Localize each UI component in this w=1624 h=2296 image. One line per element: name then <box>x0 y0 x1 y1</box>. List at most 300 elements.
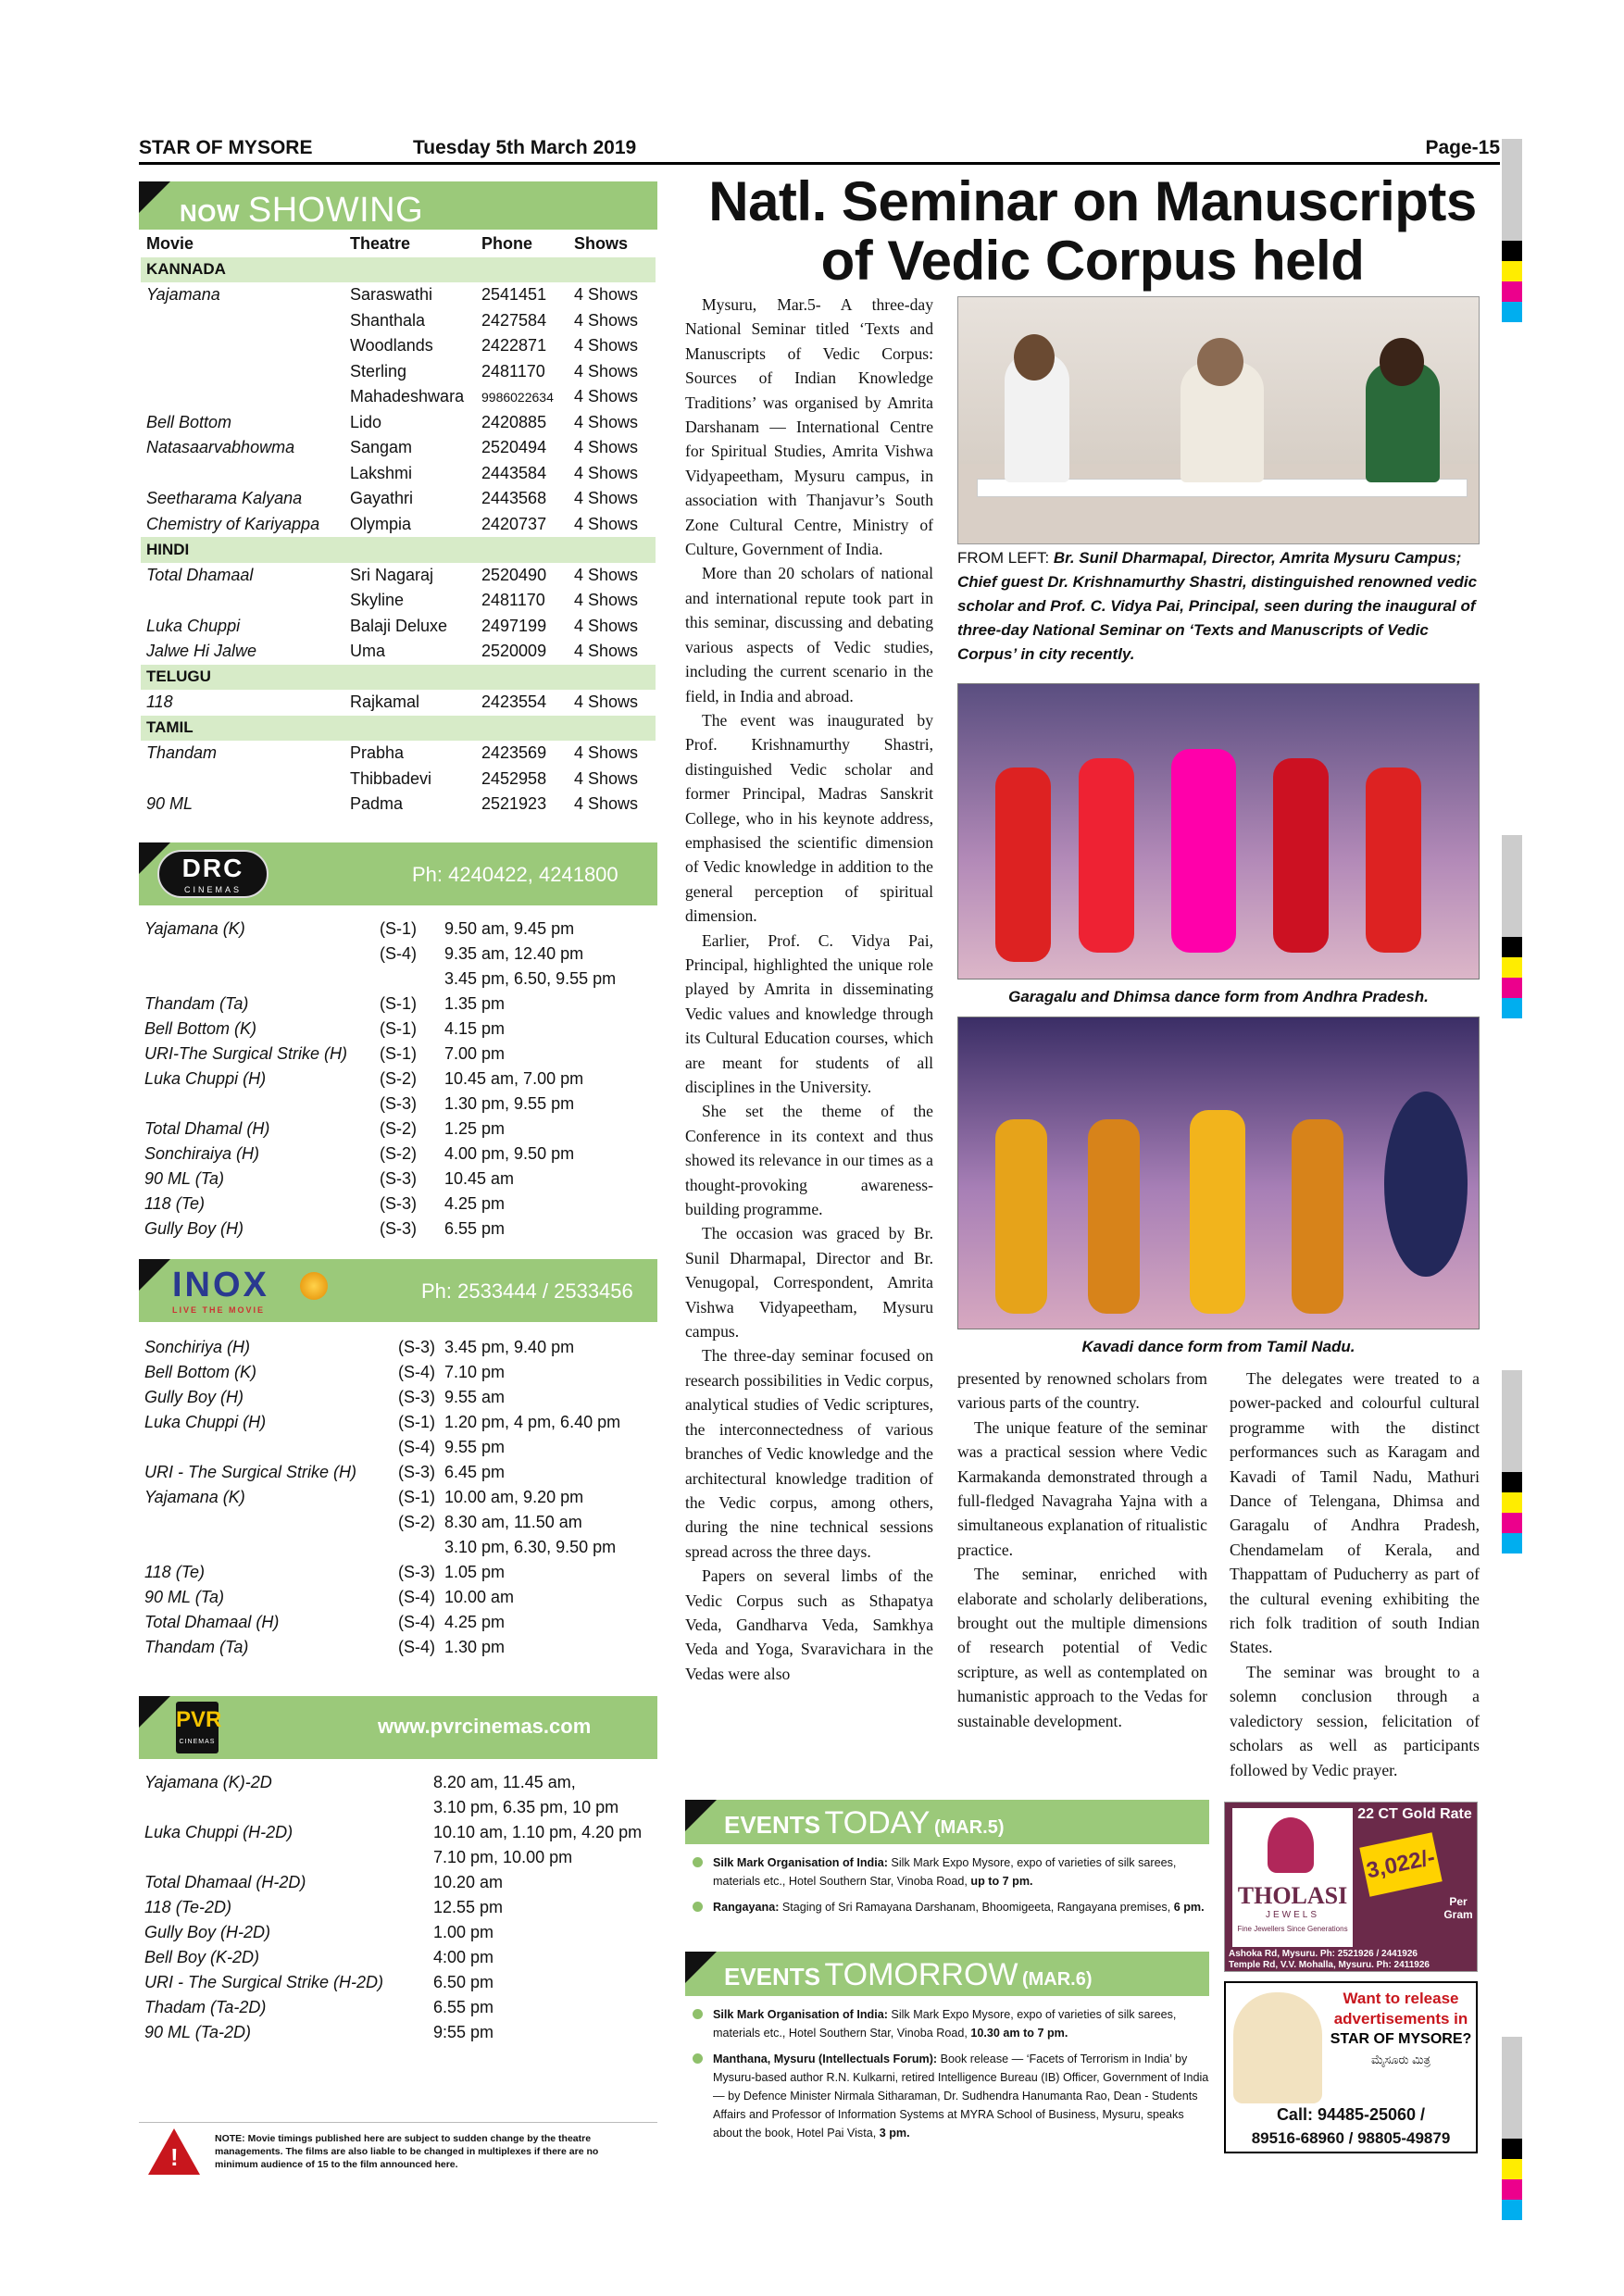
article-column-3 <box>1230 1366 1480 1782</box>
show-count: 4 Shows <box>574 693 639 712</box>
schedule-row <box>139 1092 657 1117</box>
photo-inaugural <box>957 296 1480 544</box>
movie-name: URI-The Surgical Strike (H) <box>144 1044 348 1063</box>
drc-logo: DRC CINEMAS <box>157 850 269 898</box>
ad-tholasi-jewels[interactable]: THOLASI JEWELS Fine Jewellers Since Generations 22 CT Gold Rate 3,022/- Per Gram Ashoka Rd, Mysuru. Ph: 2521926 / 2441926 Temple Rd, V.V. Mohalla, Mysuru. Ph: 2411926 <box>1224 1802 1478 1972</box>
table-row <box>141 461 656 487</box>
article-paragraph: The three-day seminar focused on research possibilities in Vedic corpus, analytical studies of Vedic scriptures, the interconnectedness of various branches of Vedic knowledge and the architectural knowledge tradition of the Vedic corpus, among others, during the nine technical sessions spread across the three days. <box>685 1346 933 1561</box>
show-times: 10.20 am <box>433 1873 504 1891</box>
language-label: HINDI <box>141 537 656 563</box>
movie-name: 118 (Te-2D) <box>144 1898 232 1916</box>
event-organiser: Manthana, Mysuru (Intellectuals Forum): <box>713 2053 938 2065</box>
masthead <box>139 137 1500 165</box>
schedule-row <box>139 1770 657 1795</box>
show-times: 7.00 pm <box>444 1044 506 1063</box>
theatre-name: Olympia <box>350 514 412 533</box>
theatre-name: Uma <box>350 642 386 661</box>
schedule-row <box>139 1117 657 1142</box>
movie-name: Natasaarvabhowma <box>146 438 295 457</box>
column-header: Phone <box>476 231 568 257</box>
movie-name: Thadam (Ta-2D) <box>144 1998 267 2016</box>
language-label: TAMIL <box>141 716 656 742</box>
show-times: 8.20 am, 11.45 am, <box>433 1773 576 1791</box>
movie-name: Luka Chuppi (H) <box>144 1413 267 1431</box>
movie-name: Luka Chuppi <box>146 616 241 635</box>
language-row <box>141 716 656 742</box>
screen-number: (S-1) <box>380 919 417 938</box>
schedule-row <box>139 2020 657 2045</box>
screen-number: (S-3) <box>380 1094 417 1113</box>
schedule-row <box>139 1610 657 1635</box>
event-item <box>685 1853 1209 1890</box>
theatre-name: Sri Nagaraj <box>350 565 434 584</box>
inox-header <box>139 1259 657 1322</box>
show-count: 4 Shows <box>574 514 639 533</box>
screen-number: (S-2) <box>380 1069 417 1088</box>
now-showing-table <box>141 231 656 817</box>
movie-name: Yajamana (K) <box>144 919 245 938</box>
table-row <box>141 359 656 385</box>
show-times: 10.00 am, 9.20 pm <box>444 1488 584 1506</box>
show-count: 4 Shows <box>574 285 639 305</box>
show-count: 4 Shows <box>574 743 639 763</box>
show-times: 4:00 pm <box>433 1948 494 1966</box>
schedule-row <box>139 1067 657 1092</box>
schedule-row <box>139 1845 657 1870</box>
show-times: 9.35 am, 12.40 pm <box>444 944 584 963</box>
movie-name: Gully Boy (H-2D) <box>144 1923 271 1941</box>
movie-name: Gully Boy (H) <box>144 1388 244 1406</box>
screen-number: (S-4) <box>398 1638 435 1656</box>
corner-flag-icon <box>685 1800 717 1831</box>
theatre-phone: 2520494 <box>481 438 547 457</box>
show-times: 9:55 pm <box>433 2023 494 2041</box>
show-times: 10.00 am <box>444 1588 515 1606</box>
caption-garagalu: Garagalu and Dhimsa dance form from Andhra Pradesh. <box>1008 988 1429 1005</box>
corner-flag-icon <box>139 1259 170 1291</box>
show-count: 4 Shows <box>574 463 639 482</box>
table-row <box>141 333 656 359</box>
movie-name <box>139 1435 398 1460</box>
show-times: 1.35 pm <box>444 994 506 1013</box>
screen-number: (S-3) <box>398 1563 435 1581</box>
screen-number: (S-2) <box>380 1144 417 1163</box>
theatre-phone: 2521923 <box>481 794 547 814</box>
show-times: 1.20 pm, 4 pm, 6.40 pm <box>444 1413 621 1431</box>
language-label: KANNADA <box>141 257 656 283</box>
movie-name: Sonchiriya (H) <box>144 1338 251 1356</box>
show-times: 7.10 pm <box>444 1363 506 1381</box>
table-header-row <box>141 231 656 257</box>
screen-number <box>380 967 444 992</box>
theatre-name: Skyline <box>350 591 405 610</box>
schedule-row <box>139 1795 657 1820</box>
show-times: 6.55 pm <box>433 1998 494 2016</box>
article-column-1 <box>685 293 933 1686</box>
theatre-name: Shanthala <box>350 310 426 330</box>
show-times: 1.05 pm <box>444 1563 506 1581</box>
language-row <box>141 537 656 563</box>
article-paragraph: presented by renowned scholars from various parts of the country. <box>957 1369 1207 1413</box>
movie-name: Bell Bottom <box>146 412 232 431</box>
movie-name <box>141 359 344 385</box>
table-row <box>141 690 656 716</box>
show-count: 4 Shows <box>574 336 639 356</box>
schedule-row <box>139 1510 657 1535</box>
movie-name: Thandam (Ta) <box>144 994 249 1013</box>
table-row <box>141 512 656 538</box>
inox-phone: Ph: 2533444 / 2533456 <box>421 1279 633 1303</box>
language-label: TELUGU <box>141 665 656 691</box>
table-row <box>141 792 656 817</box>
mascot-icon <box>1233 1992 1322 2103</box>
caption-kavadi: Kavadi dance form from Tamil Nadu. <box>1081 1338 1355 1355</box>
table-row <box>141 486 656 512</box>
show-times: 6.50 pm <box>433 1973 494 1991</box>
schedule-row <box>139 1460 657 1485</box>
movie-name <box>141 767 344 792</box>
events-tomorrow-title: EVENTS TOMORROW (MAR.6) <box>724 1957 1093 1992</box>
theatre-phone: 2423554 <box>481 693 547 712</box>
screen-number: (S-1) <box>380 1019 417 1038</box>
photo-kavadi-dance <box>957 1017 1480 1329</box>
event-time: 6 pm. <box>1173 1901 1205 1914</box>
movie-name: Yajamana <box>146 285 220 305</box>
movie-name: 118 <box>146 693 173 712</box>
print-registration-bar <box>1502 835 1522 1018</box>
screen-number: (S-2) <box>380 1119 417 1138</box>
show-times: 10.10 am, 1.10 pm, 4.20 pm <box>433 1823 643 1841</box>
show-count: 4 Shows <box>574 412 639 431</box>
table-row <box>141 614 656 640</box>
movie-name: Yajamana (K) <box>144 1488 245 1506</box>
show-times: 10.45 am <box>444 1169 515 1188</box>
schedule-row <box>139 1635 657 1660</box>
show-times: 6.45 pm <box>444 1463 506 1481</box>
show-times: 4.25 pm <box>444 1613 506 1631</box>
table-row <box>141 410 656 436</box>
events-tomorrow-list <box>685 2005 1209 2150</box>
theatre-phone: 2481170 <box>481 361 545 381</box>
show-times: 3.45 pm, 6.50, 9.55 pm <box>444 969 617 988</box>
show-times: 1.30 pm <box>444 1638 506 1656</box>
movie-name: Thandam <box>146 743 218 763</box>
show-times: 3.45 pm, 9.40 pm <box>444 1338 575 1356</box>
show-times: 6.55 pm <box>444 1219 506 1238</box>
corner-flag-icon <box>139 1696 170 1728</box>
tholasi-logo: THOLASI JEWELS Fine Jewellers Since Generations <box>1232 1808 1353 1947</box>
movie-name: Luka Chuppi (H-2D) <box>144 1823 294 1841</box>
column-header: Theatre <box>344 231 476 257</box>
corner-flag-icon <box>685 1952 717 1983</box>
show-times: 4.00 pm, 9.50 pm <box>444 1144 575 1163</box>
show-times: 12.55 pm <box>433 1898 504 1916</box>
schedule-row <box>139 1385 657 1410</box>
schedule-row <box>139 1017 657 1042</box>
schedule-row <box>139 1410 657 1435</box>
show-count: 4 Shows <box>574 642 639 661</box>
pvr-website[interactable]: www.pvrcinemas.com <box>378 1715 592 1738</box>
movie-name: Chemistry of Kariyappa <box>146 514 320 533</box>
show-count: 4 Shows <box>574 438 639 457</box>
schedule-row <box>139 992 657 1017</box>
theatre-name: Lakshmi <box>350 463 413 482</box>
movie-name <box>141 333 344 359</box>
events-tomorrow-header <box>685 1952 1209 1996</box>
theatre-phone: 2443568 <box>481 489 547 508</box>
article-paragraph: The delegates were treated to a power-packed and colourful cultural programme with the distinct performances such as Karagam and Kavadi of Tamil Nadu, Mathuri Dance of Telengana, Dhimsa and Garagalu of Andhra Pradesh, Chendamelam of Kerala, and Thappattam of Puducherry as part of the cultural evening exhibiting the rich folk tradition of south Indian States. <box>1230 1369 1480 1657</box>
show-times: 8.30 am, 11.50 am <box>444 1513 582 1531</box>
table-row <box>141 741 656 767</box>
theatre-name: Prabha <box>350 743 405 763</box>
schedule-row <box>139 1192 657 1217</box>
movie-name: Bell Bottom (K) <box>144 1363 257 1381</box>
movie-name: Yajamana (K)-2D <box>144 1773 272 1791</box>
pvr-schedule <box>139 1770 657 2045</box>
theatre-name: Rajkamal <box>350 693 420 712</box>
print-registration-bar <box>1502 2037 1522 2220</box>
event-time: 3 pm. <box>879 2127 910 2140</box>
screen-number: (S-3) <box>398 1388 435 1406</box>
theatre-phone: 2520490 <box>481 565 547 584</box>
schedule-row <box>139 1895 657 1920</box>
theatre-phone: 2541451 <box>481 285 547 305</box>
article-paragraph: Papers on several limbs of the Vedic Corpus such as Sthapatya Veda, Gandharva Veda, Samkhya Veda and Yoga, Svaravichara in the Vedas were also <box>685 1566 933 1683</box>
article-paragraph: Earlier, Prof. C. Vidya Pai, Principal, highlighted the unique role played by Amrita in disseminating Vedic values and knowledge through its Cultural Education courses, which are meant for students of all disciplines in the University. <box>685 930 933 1096</box>
movie-name: Total Dhamaal (H-2D) <box>144 1873 306 1891</box>
event-organiser: Silk Mark Organisation of India: <box>713 2008 888 2021</box>
column-header: Movie <box>141 231 344 257</box>
event-details: Silk Mark Expo Mysore, expo of varieties of silk sarees, materials etc., Hotel Southern Star, Vinoba Road, <box>713 2008 1177 2040</box>
drc-header <box>139 842 657 905</box>
movie-name: Total Dhamal (H) <box>144 1119 270 1138</box>
theatre-phone: 2481170 <box>481 591 545 610</box>
show-times: 7.10 pm, 10.00 pm <box>433 1848 573 1866</box>
now-showing-title: NOW SHOWING <box>180 191 424 230</box>
events-today-header <box>685 1800 1209 1844</box>
language-row <box>141 665 656 691</box>
schedule-row <box>139 1970 657 1995</box>
screen-number: (S-1) <box>398 1488 435 1506</box>
schedule-row <box>139 1585 657 1610</box>
table-row <box>141 563 656 589</box>
movie-name: Jalwe Hi Jalwe <box>146 642 257 661</box>
movie-name: 90 ML (Ta-2D) <box>144 2023 252 2041</box>
event-item <box>685 2005 1209 2042</box>
theatre-phone: 2423569 <box>481 743 547 763</box>
movie-name <box>141 308 344 334</box>
movie-name <box>141 384 344 410</box>
inox-schedule <box>139 1335 657 1660</box>
theatre-name: Gayathri <box>350 489 414 508</box>
article-paragraph: The occasion was graced by Br. Sunil Dharmapal, Director and Br. Venugopal, Correspondent, Amrita Vishwa Vidyapeetham, Mysuru campus. <box>685 1224 933 1341</box>
schedule-row <box>139 1560 657 1585</box>
movie-name: Seetharama Kalyana <box>146 489 303 508</box>
show-times: 4.25 pm <box>444 1194 506 1213</box>
article-paragraph: The unique feature of the seminar was a practical session where Vedic Karmakanda demonstrated through a full-fledged Navagraha Yajna with a simultaneous explanation of ritualistic practice. <box>957 1417 1207 1559</box>
drc-schedule <box>139 917 657 1242</box>
event-time: 10.30 am to 7 pm. <box>970 2027 1068 2040</box>
article-headline: Natl. Seminar on Manuscripts of Vedic Corpus held <box>708 170 1477 292</box>
movie-name: Total Dhamaal (H) <box>144 1613 280 1631</box>
show-times: 1.25 pm <box>444 1119 506 1138</box>
drc-phone: Ph: 4240422, 4241800 <box>412 863 618 886</box>
event-organiser: Silk Mark Organisation of India: <box>713 1856 888 1869</box>
movie-name: URI - The Surgical Strike (H) <box>144 1463 357 1481</box>
show-count: 4 Shows <box>574 591 639 610</box>
screen-number: (S-3) <box>380 1194 417 1213</box>
theatre-name: Mahadeshwara <box>350 387 465 406</box>
schedule-row <box>139 1870 657 1895</box>
article-paragraph: More than 20 scholars of national and international repute took part in this seminar, discussing and debating various aspects of Vedic studies, including the current scenario in the field, in India and abroad. <box>685 564 933 705</box>
theatre-name: Sterling <box>350 361 407 381</box>
show-count: 4 Shows <box>574 387 639 406</box>
schedule-row <box>139 1217 657 1242</box>
inox-logo: INOX LIVE THE MOVIE <box>172 1265 320 1316</box>
show-times: 1.30 pm, 9.55 pm <box>444 1094 575 1113</box>
show-times: 10.45 am, 7.00 pm <box>444 1069 584 1088</box>
screen-number: (S-4) <box>398 1363 435 1381</box>
show-times: 9.50 am, 9.45 pm <box>444 919 575 938</box>
theatre-phone: 9986022634 <box>481 389 554 405</box>
table-row <box>141 384 656 410</box>
print-registration-bar <box>1502 1370 1522 1554</box>
timings-note: ! NOTE: Movie timings published here are subject to sudden change by the theatre managements. The films are also liable to be changed in multiplexes if there are no minimum audience of 15 to the film announced here. <box>139 2122 657 2181</box>
corner-flag-icon <box>139 181 170 213</box>
schedule-row <box>139 1995 657 2020</box>
event-time: up to 7 pm. <box>970 1875 1033 1888</box>
movie-name <box>141 588 344 614</box>
show-times: 1.00 pm <box>433 1923 494 1941</box>
schedule-row <box>139 1167 657 1192</box>
schedule-row <box>139 1485 657 1510</box>
movie-name <box>141 461 344 487</box>
note-text: NOTE: Movie timings published here are subject to sudden change by the theatre managements. The films are also liable to be changed in multiplexes if there are no minimum audience of 15 to the film announced here. <box>215 2133 599 2170</box>
movie-name: 90 ML (Ta) <box>144 1169 225 1188</box>
movie-name: 90 ML <box>146 794 194 814</box>
movie-name: 118 (Te) <box>144 1194 206 1213</box>
movie-name <box>139 942 380 967</box>
theatre-name: Thibbadevi <box>350 768 432 788</box>
column-header: Shows <box>568 231 656 257</box>
screen-number: (S-4) <box>380 944 417 963</box>
screen-number: (S-3) <box>380 1219 417 1238</box>
movie-name: URI - The Surgical Strike (H-2D) <box>144 1973 384 1991</box>
event-item <box>685 1898 1209 1916</box>
screen-number: (S-1) <box>380 994 417 1013</box>
movie-name: Thandam (Ta) <box>144 1638 249 1656</box>
theatre-name: Padma <box>350 794 404 814</box>
schedule-row <box>139 942 657 967</box>
show-times: 4.15 pm <box>444 1019 506 1038</box>
theatre-name: Sangam <box>350 438 413 457</box>
movie-name: Total Dhamaal <box>146 565 254 584</box>
movie-name: Luka Chuppi (H) <box>144 1069 267 1088</box>
theatre-phone: 2420885 <box>481 412 547 431</box>
event-details: Silk Mark Expo Mysore, expo of varieties of silk sarees, materials etc., Hotel Southern Star, Vinoba Road, <box>713 1856 1177 1888</box>
theatre-phone: 2497199 <box>481 616 547 635</box>
movie-name: Sonchiraiya (H) <box>144 1144 260 1163</box>
theatre-phone: 2427584 <box>481 310 547 330</box>
screen-number: (S-2) <box>398 1513 435 1531</box>
show-count: 4 Shows <box>574 489 639 508</box>
movie-name: Bell Bottom (K) <box>144 1019 257 1038</box>
pvr-logo: PVR CINEMAS <box>176 1702 219 1753</box>
article-column-2 <box>957 1366 1207 1733</box>
movie-name: Bell Boy (K-2D) <box>144 1948 260 1966</box>
movie-name: Gully Boy (H) <box>144 1219 244 1238</box>
schedule-row <box>139 1360 657 1385</box>
show-times: 9.55 pm <box>444 1438 506 1456</box>
ad-star-of-mysore[interactable]: Want to release advertisements in STAR OF MYSORE? ಮೈಸೂರು ಮಿತ್ರ Call: 94485-25060 / 89516-68960 / 98805-49879 <box>1224 1981 1478 2153</box>
show-count: 4 Shows <box>574 794 639 814</box>
issue-date: Tuesday 5th March 2019 <box>413 137 637 158</box>
table-row <box>141 588 656 614</box>
movie-name: 118 (Te) <box>144 1563 206 1581</box>
theatre-name: Balaji Deluxe <box>350 616 448 635</box>
screen-number: (S-1) <box>398 1413 435 1431</box>
screen-number: (S-3) <box>398 1463 435 1481</box>
screen-number: (S-4) <box>398 1438 435 1456</box>
events-today-title: EVENTS TODAY (MAR.5) <box>724 1805 1005 1841</box>
event-details: Staging of Sri Ramayana Darshanam, Bhoomigeeta, Rangayana premises, <box>779 1901 1174 1914</box>
schedule-row <box>139 1945 657 1970</box>
article-paragraph: The seminar, enriched with elaborate and scholarly deliberations, brought out the multiple dimensions of research potential of Vedic scripture, as well as contemplated on humanistic approach to the Vedas for sustainable development. <box>957 1565 1207 1730</box>
show-count: 4 Shows <box>574 768 639 788</box>
theatre-phone: 2420737 <box>481 514 547 533</box>
show-count: 4 Shows <box>574 616 639 635</box>
schedule-row <box>139 1535 657 1560</box>
schedule-row <box>139 1435 657 1460</box>
now-showing-header <box>139 181 657 230</box>
schedule-row <box>139 1042 657 1067</box>
show-count: 4 Shows <box>574 310 639 330</box>
schedule-row <box>139 1920 657 1945</box>
movie-name <box>139 967 380 992</box>
photo-garagalu-dance <box>957 683 1480 980</box>
theatre-phone: 2422871 <box>481 336 547 356</box>
article-paragraph: The seminar was brought to a solemn conclusion through a valedictory session, felicitation of scholars as well as participants followed by Vedic prayer. <box>1230 1662 1480 1779</box>
screen-number <box>398 1535 444 1560</box>
article-paragraph: The event was inaugurated by Prof. Krishnamurthy Shastri, distinguished Vedic scholar and former Principal, Madras Sanskrit College, who in his keynote address, emphasised the scientific dimension of Vedic knowledge in addition to the general perception of spiritual dimension. <box>685 710 933 926</box>
event-item <box>685 2050 1209 2142</box>
movie-name <box>139 1510 398 1535</box>
table-row <box>141 639 656 665</box>
language-row <box>141 257 656 283</box>
table-row <box>141 435 656 461</box>
schedule-row <box>139 1335 657 1360</box>
schedule-row <box>139 1820 657 1845</box>
table-row <box>141 282 656 308</box>
theatre-name: Lido <box>350 412 382 431</box>
publication-name: STAR OF MYSORE <box>139 137 313 158</box>
movie-name <box>139 1845 433 1870</box>
print-registration-bar <box>1502 139 1522 322</box>
movie-name: 90 ML (Ta) <box>144 1588 225 1606</box>
article-paragraph: Mysuru, Mar.5- A three-day National Seminar titled ‘Texts and Manuscripts of Vedic Corpus: Sources of Indian Knowledge Traditions’ was organised by Amrita Darshanam — International Centre for Spiritual Studies, Amrita Vishwa Vidyapeetham, Mysuru campus, in association with Thanjavur’s South Zone Cultural Centre, Ministry of Culture, Government of India. <box>685 295 933 559</box>
schedule-row <box>139 967 657 992</box>
caption-inaugural: FROM LEFT: Br. Sunil Dharmapal, Director, Amrita Mysuru Campus; Chief guest Dr. Krishnamurthy Shastri, distinguished renowned vedic scholar and Prof. C. Vidya Pai, Principal, seen during the inaugural of three-day National Seminar on ‘Texts and Manuscripts of Vedic Corpus’ in city recently. <box>957 549 1478 663</box>
show-times: 9.55 am <box>444 1388 506 1406</box>
show-count: 4 Shows <box>574 565 639 584</box>
movie-name <box>139 1795 433 1820</box>
theatre-phone: 2452958 <box>481 768 547 788</box>
movie-name <box>139 1092 380 1117</box>
event-details: Book release — ‘Facets of Terrorism in India’ by Mysuru-based author R.N. Kulkarni, retired Intelligence Bureau (IB) Officer, Government of India — by Defence Minister Nirmala Sitharaman, Dr. Sudhendra Hanumanta Rao, Dean - Students Affairs and Professor of Information Systems at MYRA School of Business, Mysuru, speaks about the book, Hotel Pai Vista, <box>713 2053 1209 2140</box>
pvr-header <box>139 1696 657 1759</box>
screen-number: (S-3) <box>398 1338 435 1356</box>
theatre-phone: 2443584 <box>481 463 547 482</box>
